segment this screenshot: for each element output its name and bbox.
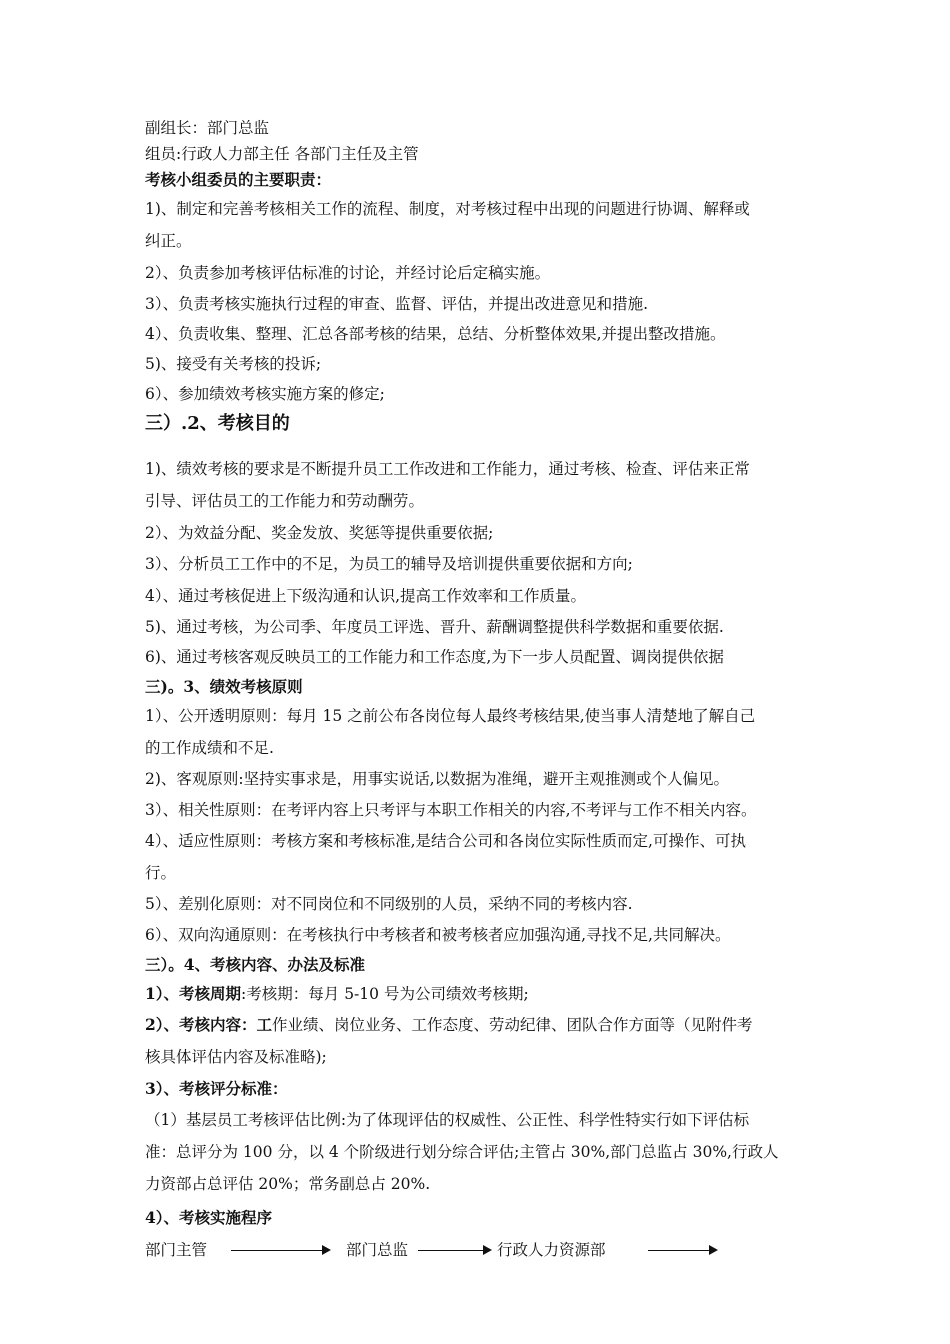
assessment-content-line-b: 核具体评估内容及标准略); [145,1048,327,1066]
flow-step-hr-admin: 行政人力资源部 [497,1241,606,1259]
duty-2: 2）、负责参加考核评估标准的讨论，并经讨论后定稿实施。 [145,264,551,282]
committee-duties-heading: 考核小组委员的主要职责： [145,170,332,189]
procedure-flow [145,1240,825,1264]
purpose-1-line-b: 引导、评估员工的工作能力和劳动酬劳。 [145,492,425,510]
flow-arrow-1 [231,1250,329,1251]
duty-4: 4）、负责收集、整理、汇总各部考核的结果，总结、分析整体效果,并提出整改措施。 [145,325,726,343]
flow-arrow-3 [648,1250,716,1251]
duty-3: 3）、负责考核实施执行过程的审查、监督、评估，并提出改进意见和措施. [145,295,649,313]
principle-4-line-b: 行。 [145,864,177,882]
assessment-period-text: :考核期：每月 5-10 号为公司绩效考核期; [241,985,529,1003]
purpose-3: 3）、分析员工工作中的不足，为员工的辅导及培训提供重要依据和方向; [145,555,633,573]
duty-5: 5)、接受有关考核的投诉; [145,355,322,373]
scoring-standard-heading: 3）、考核评分标准： [145,1079,288,1098]
purpose-2: 2）、为效益分配、奖金发放、奖惩等提供重要依据; [145,524,494,542]
assessment-content-line-a [145,1015,810,1035]
principle-6: 6）、双向沟通原则：在考核执行中考核者和被考核者应加强沟通,寻找不足,共同解决。 [145,926,731,944]
principle-5: 5）、差别化原则：对不同岗位和不同级别的人员，采纳不同的考核内容. [145,895,633,913]
assessment-content-text: 作业绩、岗位业务、工作态度、劳动纪律、团队合作方面等（见附件考 [272,1016,753,1034]
assessment-content-label: 2）、考核内容：工 [145,1015,273,1034]
principle-3: 3）、相关性原则：在考评内容上只考评与本职工作相关的内容,不考评与工作不相关内容。 [145,801,757,819]
section-content-heading: 三）。4、考核内容、办法及标准 [145,955,366,974]
purpose-5: 5)、通过考核，为公司季、年度员工评选、晋升、薪酬调整提供科学数据和重要依据. [145,618,724,636]
scoring-line-c: 力资部占总评估 20%；常务副总占 20%. [145,1175,431,1193]
duty-1-line-a: 1)、制定和完善考核相关工作的流程、制度，对考核过程中出现的问题进行协调、解释或 [145,200,750,218]
members-line: 组员:行政人力部主任 各部门主任及主管 [145,145,419,163]
scoring-line-b: 准：总评分为 100 分，以 4 个阶级进行划分综合评估;主管占 30%,部门总监占 30%,行政人 [145,1143,779,1161]
principle-1-line-b: 的工作成绩和不足. [145,739,274,757]
purpose-4: 4）、通过考核促进上下级沟通和认识,提高工作效率和工作质量。 [145,587,587,605]
flow-step-dept-director: 部门总监 [346,1241,409,1259]
duty-6: 6）、参加绩效考核实施方案的修定; [145,385,385,403]
flow-arrow-2 [418,1250,490,1251]
purpose-1-line-a: 1)、绩效考核的要求是不断提升员工工作改进和工作能力，通过考核、检查、评估来正常 [145,460,750,478]
assessment-period [145,984,810,1004]
section-principles-heading: 三)。3、绩效考核原则 [145,677,303,696]
principle-2: 2)、客观原则:坚持实事求是，用事实说话,以数据为准绳，避开主观推测或个人偏见。 [145,770,730,788]
purpose-6: 6)、通过考核客观反映员工的工作能力和工作态度,为下一步人员配置、调岗提供依据 [145,648,724,666]
procedure-heading: 4）、考核实施程序 [145,1208,273,1227]
vice-leader-line: 副组长：部门总监 [145,119,270,137]
duty-1-line-b: 纠正。 [145,232,192,250]
scoring-line-a: （1）基层员工考核评估比例:为了体现评估的权威性、公正性、科学性特实行如下评估标 [145,1111,750,1129]
flow-step-dept-supervisor: 部门主管 [145,1241,208,1259]
section-purpose-heading: 三）.2、考核目的 [145,413,290,434]
principle-1-line-a: 1）、公开透明原则：每月 15 之前公布各岗位每人最终考核结果,使当事人清楚地了解自己 [145,707,756,725]
assessment-period-label: 1）、考核周期 [145,984,242,1003]
principle-4-line-a: 4）、适应性原则：考核方案和考核标准,是结合公司和各岗位实际性质而定,可操作、可执 [145,832,746,850]
